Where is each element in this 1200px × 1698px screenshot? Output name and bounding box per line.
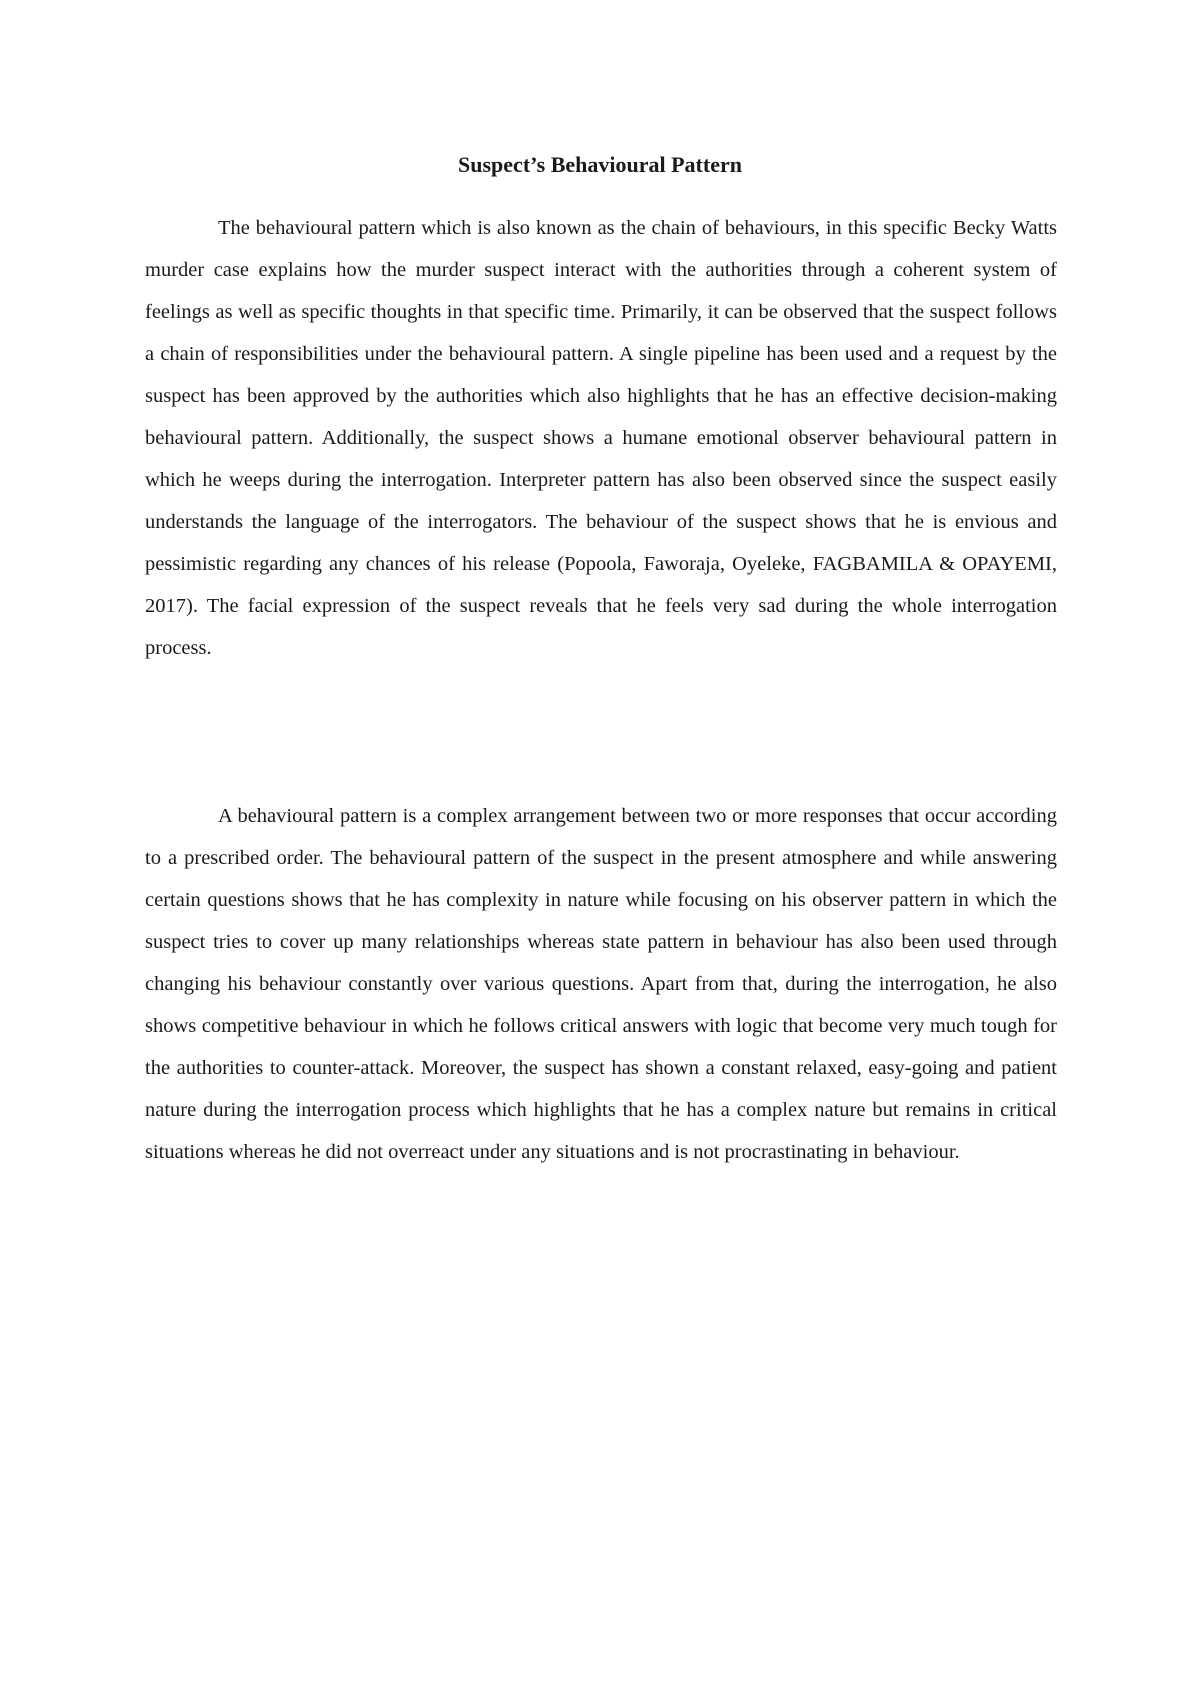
body-paragraph-1: The behavioural pattern which is also known as the chain of behaviours, in this specific Becky Watts murder case explains how the murder suspect interact with the authorities through a coherent system of feelings as well as specific thoughts in that specific time. Primarily, it can be observed that the suspect follows a chain of responsibilities under the behavioural pattern. A single pipeline has been used and a request by the suspect has been approved by the authorities which also highlights that he has an effective decision-making behavioural pattern. Additionally, the suspect shows a humane emotional observer behavioural pattern in which he weeps during the interrogation. Interpreter pattern has also been observed since the suspect easily understands the language of the interrogators. The behaviour of the suspect shows that he is envious and pessimistic regarding any chances of his release (Popoola, Faworaja, Oyeleke, FAGBAMILA & OPAYEMI, 2017). The facial expression of the suspect reveals that he feels very sad during the whole interrogation process. xyxy=(145,217,1057,659)
body-paragraph-2: A behavioural pattern is a complex arrangement between two or more responses that occur according to a prescribed order. The behavioural pattern of the suspect in the present atmosphere and while answering certain questions shows that he has complexity in nature while focusing on his observer pattern in which the suspect tries to cover up many relationships whereas state pattern in behaviour has also been used through changing his behaviour constantly over various questions. Apart from that, during the interrogation, he also shows competitive behaviour in which he follows critical answers with logic that become very much tough for the authorities to counter-attack. Moreover, the suspect has shown a constant relaxed, easy-going and patient nature during the interrogation process which highlights that he has a complex nature but remains in critical situations whereas he did not overreact under any situations and is not procrastinating in behaviour. xyxy=(145,805,1057,1163)
document-title: Suspect’s Behavioural Pattern xyxy=(458,152,742,177)
